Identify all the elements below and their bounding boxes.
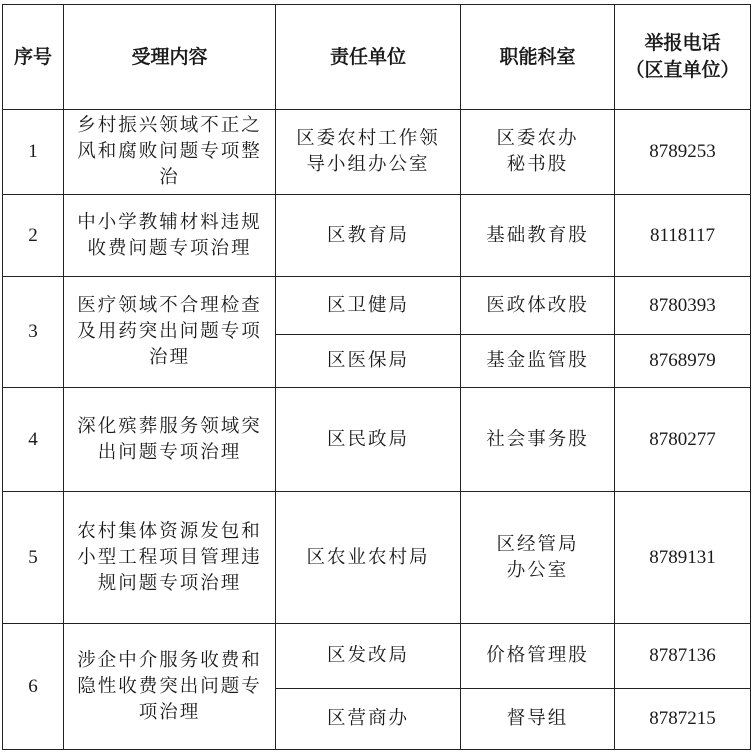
row-unit: 区委农村工作领 导小组办公室	[276, 110, 461, 195]
table-row	[3, 624, 751, 689]
table-row	[3, 492, 751, 624]
row-office: 督导组	[461, 689, 615, 750]
row-unit: 区医保局	[276, 335, 461, 388]
complaint-hotline-table	[2, 4, 751, 750]
row-content: 中小学教辅材料违规 收费问题专项治理	[64, 195, 276, 277]
row-unit: 区发改局	[276, 624, 461, 689]
row-content: 乡村振兴领域不正之 风和腐败问题专项整 治	[64, 110, 276, 195]
row-content: 深化殡葬服务领域突 出问题专项治理	[64, 388, 276, 492]
row-office: 价格管理股	[461, 624, 615, 689]
row-phone: 8118117	[615, 195, 751, 277]
row-content: 涉企中介服务收费和 隐性收费突出问题专 项治理	[64, 624, 276, 750]
header-unit: 责任单位	[276, 5, 461, 110]
table-row	[3, 388, 751, 492]
row-content: 医疗领域不合理检查 及用药突出问题专项 治理	[64, 277, 276, 388]
header-phone-line1: 举报电话	[644, 32, 721, 54]
row-office: 基金监管股	[461, 335, 615, 388]
row-phone: 8768979	[615, 335, 751, 388]
table-row	[3, 195, 751, 277]
header-index: 序号	[3, 5, 64, 110]
row-index: 6	[3, 624, 64, 750]
row-phone: 8787136	[615, 624, 751, 689]
row-unit: 区民政局	[276, 388, 461, 492]
table-row	[3, 110, 751, 195]
row-index: 2	[3, 195, 64, 277]
row-index: 4	[3, 388, 64, 492]
row-office: 基础教育股	[461, 195, 615, 277]
row-office: 医政体改股	[461, 277, 615, 335]
row-index: 5	[3, 492, 64, 624]
row-index: 3	[3, 277, 64, 388]
header-content: 受理内容	[64, 5, 276, 110]
header-phone	[615, 5, 751, 110]
row-office: 区经管局 办公室	[461, 492, 615, 624]
table-row	[3, 277, 751, 335]
row-phone: 8789131	[615, 492, 751, 624]
row-content: 农村集体资源发包和 小型工程项目管理违 规问题专项治理	[64, 492, 276, 624]
row-phone: 8787215	[615, 689, 751, 750]
row-office: 区委农办 秘书股	[461, 110, 615, 195]
row-index: 1	[3, 110, 64, 195]
header-office: 职能科室	[461, 5, 615, 110]
row-phone: 8780393	[615, 277, 751, 335]
row-phone: 8780277	[615, 388, 751, 492]
row-office: 社会事务股	[461, 388, 615, 492]
row-unit: 区农业农村局	[276, 492, 461, 624]
row-unit: 区教育局	[276, 195, 461, 277]
header-phone-line2: （区直单位）	[625, 59, 740, 81]
row-phone: 8789253	[615, 110, 751, 195]
header-row	[3, 5, 751, 110]
row-unit: 区卫健局	[276, 277, 461, 335]
row-unit: 区营商办	[276, 689, 461, 750]
